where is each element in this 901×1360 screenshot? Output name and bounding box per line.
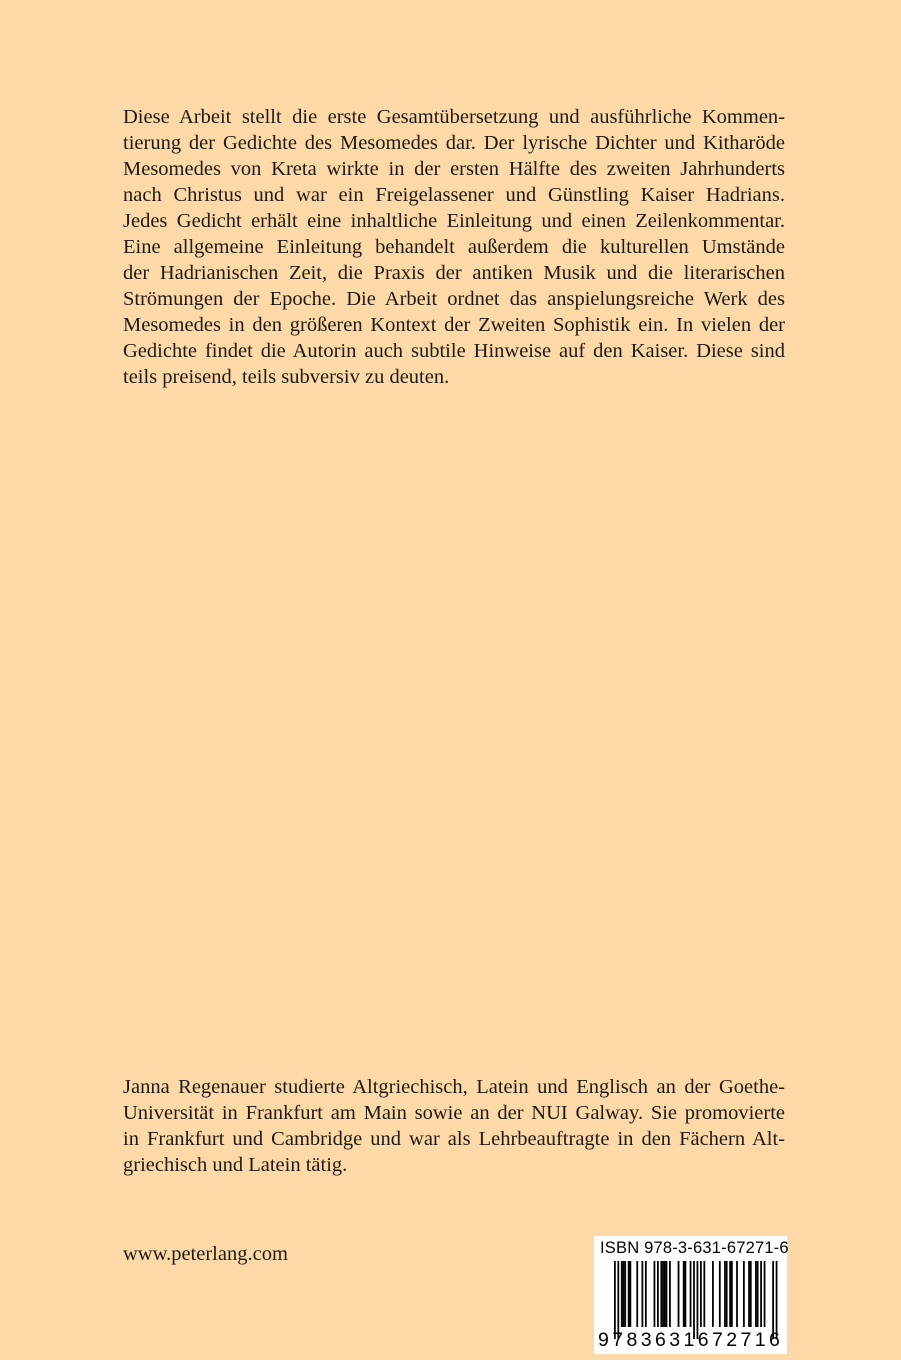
isbn-label: ISBN 978-3-631-67271-6 <box>600 1239 789 1257</box>
description-line: der Hadrianischen Zeit, die Praxis der antiken Musik und die literarischen <box>123 262 785 284</box>
barcode-bar <box>628 1261 630 1327</box>
barcode-bar <box>621 1261 623 1327</box>
barcode-bar <box>690 1261 692 1327</box>
barcode-bar <box>629 1261 631 1327</box>
author-bio-line: Janna Regenauer studierte Altgriechisch, Latein und Englisch an der Goethe- <box>123 1076 785 1098</box>
barcode-bar <box>654 1261 656 1327</box>
description-line: teils preisend, teils subversiv zu deuten. <box>123 366 450 388</box>
barcode-bar <box>660 1261 662 1327</box>
isbn-barcode-box <box>594 1236 787 1354</box>
description-line: Mesomedes in den größeren Kontext der Zweiten Sophistik ein. In vielen der <box>123 314 785 336</box>
barcode-bar <box>731 1261 733 1327</box>
barcode-bar <box>729 1261 731 1327</box>
barcode-bar <box>697 1261 699 1339</box>
description-line: Jedes Gedicht erhält eine inhaltliche Einleitung und einen Zeilenkommentar. <box>123 210 785 232</box>
barcode-bar <box>772 1261 774 1339</box>
barcode-bar <box>776 1261 778 1339</box>
author-bio-line: in Frankfurt und Cambridge und war als Lehrbeauftragte in den Fächern Alt- <box>123 1128 785 1150</box>
author-bio-line: Universität in Frankfurt am Main sowie an der NUI Galway. Sie promovierte <box>123 1102 785 1124</box>
barcode-bar <box>760 1261 762 1327</box>
barcode-bar <box>703 1261 705 1327</box>
barcode-bar <box>712 1261 714 1327</box>
barcode-bar <box>700 1261 702 1327</box>
author-bio-line: griechisch und Latein tätig. <box>123 1154 348 1176</box>
description-line: nach Christus und war ein Freigelassener und Günstling Kaiser Hadrians. <box>123 184 785 206</box>
publisher-website: www.peterlang.com <box>123 1243 288 1265</box>
ean-digits: 9783631672716 <box>598 1329 784 1351</box>
barcode-bar <box>669 1261 671 1327</box>
barcode-bar <box>645 1261 647 1327</box>
barcode-bar <box>750 1261 752 1327</box>
barcode-bar <box>743 1261 745 1327</box>
description-line: Diese Arbeit stellt die erste Gesamtübersetzung und ausführliche Kommen- <box>123 106 785 128</box>
barcode-bar <box>664 1261 666 1327</box>
barcode-bar <box>724 1261 726 1327</box>
barcode-bar <box>657 1261 659 1327</box>
barcode-bar <box>764 1261 766 1327</box>
description-line: Mesomedes von Kreta wirkte in der ersten Hälfte des zweiten Jahrhunderts <box>123 158 785 180</box>
barcode-bar <box>678 1261 680 1327</box>
description-line: Gedichte findet die Autorin auch subtile Hinweise auf den Kaiser. Diese sind <box>123 340 785 362</box>
barcode-bar <box>719 1261 721 1327</box>
barcode-bar <box>623 1261 625 1327</box>
barcode-bar <box>636 1261 638 1327</box>
description-line: Eine allgemeine Einleitung behandelt außerdem die kulturellen Umstände <box>123 236 785 258</box>
barcode-bar <box>755 1261 757 1327</box>
barcode-bar <box>683 1261 685 1327</box>
barcode-bar <box>662 1261 664 1327</box>
barcode-bar <box>736 1261 738 1327</box>
barcode-bar <box>666 1261 668 1327</box>
barcode-bar <box>685 1261 687 1327</box>
barcode-bar <box>624 1261 626 1327</box>
barcode-bar <box>693 1261 695 1339</box>
barcode-bar <box>642 1261 644 1327</box>
barcode-bar <box>726 1261 728 1327</box>
description-line: Strömungen der Epoche. Die Arbeit ordnet das anspielungsreiche Werk des <box>123 288 785 310</box>
description-line: tierung der Gedichte des Mesomedes dar. Der lyrische Dichter und Kitharöde <box>123 132 785 154</box>
barcode-bar <box>614 1261 616 1339</box>
barcode-bar <box>757 1261 759 1327</box>
barcode-bar <box>748 1261 750 1327</box>
barcode-bar <box>617 1261 619 1339</box>
